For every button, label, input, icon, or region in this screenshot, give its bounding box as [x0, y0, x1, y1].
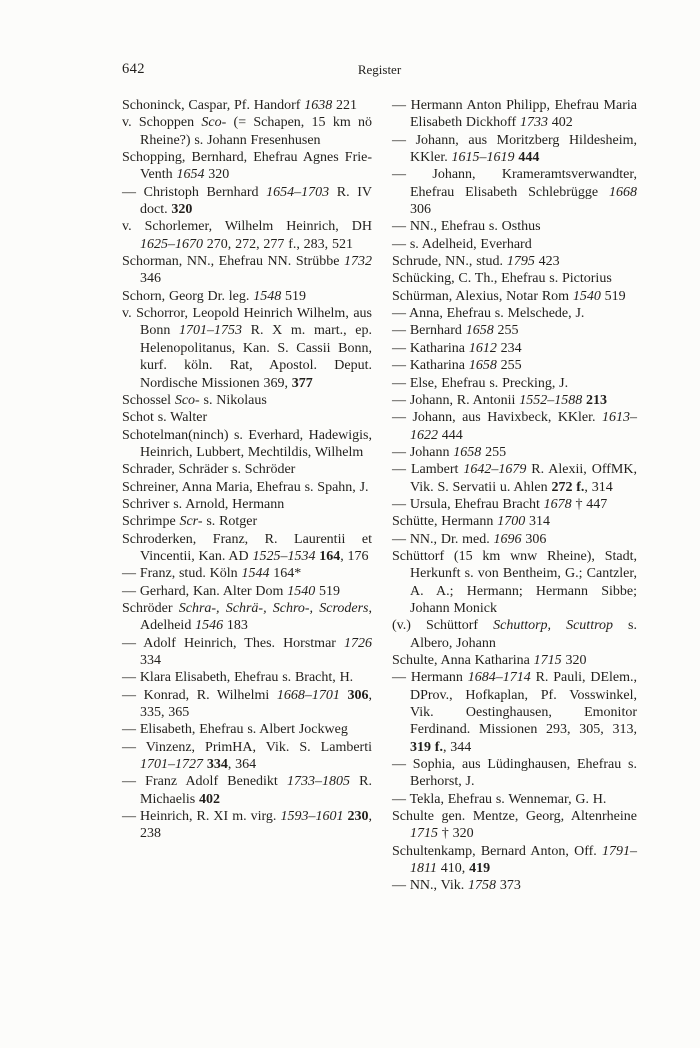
index-entry — [122, 600, 372, 635]
entry-text: s. Rotger — [202, 514, 258, 530]
entry-text: 1654–1703 — [266, 184, 330, 200]
entry-text: v. Schorror, Leopold Heinrich Wilhelm, aus Bonn — [122, 306, 372, 339]
entry-text: 1715 — [533, 653, 562, 668]
index-entry — [122, 392, 372, 409]
entry-text: 255 — [481, 444, 507, 460]
index-entry — [122, 565, 372, 582]
left-column — [122, 97, 372, 895]
index-entry — [122, 496, 372, 513]
index-entry — [392, 877, 637, 894]
index-entry — [122, 218, 372, 253]
entry-text: 1791–1811 — [410, 843, 637, 877]
entry-dash: — — [392, 757, 413, 773]
index-entry — [392, 548, 637, 617]
index-entry — [122, 687, 372, 722]
entry-text: 1642–1679 — [463, 462, 527, 478]
entry-text: Schüttorf (15 km wnw Rheine), Stadt, Herkunft s. von Bentheim, G.; Cantzler, A. A.; Hermann; Hermann Sibbe; Johann Monick — [392, 548, 637, 616]
entry-text: Franz, stud. Köln — [139, 566, 242, 582]
entry-text: 373 — [496, 878, 521, 894]
entry-text: 1733–1805 — [286, 774, 350, 790]
entry-dash: — — [392, 323, 410, 339]
entry-text: s. Nikolaus — [199, 392, 267, 408]
entry-text: 346 — [140, 271, 161, 287]
entry-text: Schopping, Bernhard, Ehefrau Agnes Frie-Venth — [122, 150, 372, 183]
entry-dash: — — [122, 635, 144, 651]
entry-text: Sco- — [174, 392, 200, 408]
entry-text: † 447 — [571, 496, 608, 512]
entry-dash: — — [122, 739, 146, 755]
entry-text: 320 — [561, 653, 587, 668]
entry-text: 377 — [291, 375, 313, 391]
entry-text: Schotelman(ninch) s. Everhard, Hadewigis, Heinrich, Lubbert, Mechtildis, Wilhelm — [122, 427, 372, 460]
entry-text: 230 — [347, 809, 369, 825]
entry-text: 270, 272, 277 f., 283, 521 — [203, 236, 353, 252]
entry-text: 334 — [140, 653, 161, 668]
entry-text: Schröder — [122, 600, 179, 616]
index-entry — [122, 461, 372, 478]
entry-text: 1658 — [468, 358, 497, 374]
entry-text: 1544 — [241, 566, 270, 582]
index-entry — [392, 132, 637, 167]
index-entry — [392, 461, 637, 496]
index-entry — [392, 392, 637, 409]
entry-dash: — — [122, 670, 140, 686]
entry-dash: — — [392, 462, 411, 478]
index-entry — [122, 721, 372, 738]
entry-text: Konrad, R. Wilhelmi — [143, 687, 277, 703]
entry-text: 1625–1670 — [140, 236, 203, 252]
entry-text: 164* — [269, 566, 302, 582]
entry-text: 444 — [438, 427, 463, 443]
index-entry — [392, 531, 637, 548]
entry-text: 1715 — [410, 826, 438, 842]
index-entry — [122, 669, 372, 686]
entry-text: 1758 — [468, 878, 497, 894]
entry-text: NN., Ehefrau s. Osthus — [409, 219, 541, 235]
index-entry — [122, 409, 372, 426]
entry-text: , 364 — [227, 757, 257, 773]
entry-text: (v.) Schüttorf — [392, 618, 494, 634]
entry-dash: — — [392, 340, 410, 356]
index-entry — [392, 444, 637, 461]
index-entry — [392, 652, 637, 669]
entry-dash: — — [392, 132, 416, 148]
entry-text: Ursula, Ehefrau Bracht — [409, 496, 544, 512]
entry-text: † 320 — [438, 826, 474, 842]
page-header — [122, 61, 637, 79]
entry-text: Schorman, NN., Ehefrau NN. Strübbe — [122, 254, 344, 270]
entry-text: Schra-, Schrä-, Schro-, Scroders — [178, 600, 369, 616]
entry-text: , 176 — [340, 548, 369, 564]
index-entry — [122, 305, 372, 392]
index-entry — [392, 409, 637, 444]
entry-text: Hermann Anton Philipp, Ehefrau Maria Elisabeth Dickhoff — [410, 98, 637, 131]
entry-dash: — — [392, 410, 413, 426]
entry-text: 221 — [332, 98, 358, 113]
index-entry — [392, 791, 637, 808]
entry-text: Schulte, Anna Katharina — [392, 653, 534, 668]
index-entry — [392, 496, 637, 513]
entry-text: 1696 — [493, 531, 522, 547]
entry-dash: — — [392, 791, 410, 807]
index-entry — [122, 531, 372, 566]
entry-text: 234 — [496, 340, 522, 356]
entry-text: 444 — [518, 150, 540, 166]
entry-text: Franz Adolf Benedikt — [145, 774, 287, 790]
entry-text: Klara Elisabeth, Ehefrau s. Bracht, H. — [139, 670, 354, 686]
entry-dash: — — [122, 722, 140, 738]
entry-dash: — — [392, 670, 411, 686]
entry-text: 1658 — [453, 444, 482, 460]
index-entry — [392, 305, 637, 322]
entry-dash: — — [392, 358, 410, 374]
entry-text: 1552–1588 — [519, 392, 583, 408]
index-entry — [392, 843, 637, 878]
entry-text: Schrader, Schräder s. Schröder — [122, 462, 296, 478]
entry-dash: — — [122, 566, 140, 582]
entry-text: 1613–1622 — [410, 410, 637, 443]
entry-text: Katharina — [409, 340, 469, 356]
entry-text: R. IV doct. — [140, 184, 372, 218]
index-entry — [122, 253, 372, 288]
entry-text: Bernhard — [409, 323, 466, 339]
index-entry — [122, 583, 372, 600]
entry-dash: — — [392, 375, 410, 391]
entry-text: 1593–1601 — [280, 809, 344, 825]
entry-text: 1525–1534 — [252, 548, 316, 564]
entry-text: 1668 — [609, 184, 637, 200]
entry-dash: — — [392, 444, 410, 460]
entry-text: , 238 — [140, 809, 372, 842]
entry-text: 1733 — [519, 115, 548, 131]
entry-text: 1701–1727 — [140, 757, 203, 773]
entry-text: s. Adelheid, Everhard — [409, 236, 532, 252]
entry-text: 306 — [410, 202, 431, 218]
entry-text: Sco- — [201, 115, 227, 131]
entry-text: Schrude, NN., stud. — [392, 254, 507, 270]
entry-dash: — — [392, 306, 410, 322]
entry-text: Schuttorp, Scuttrop — [493, 618, 614, 634]
entry-text: 1678 — [543, 496, 572, 512]
index-entry — [392, 97, 637, 132]
index-entry — [122, 97, 372, 114]
entry-text: 1540 — [287, 583, 316, 599]
entry-text: , 344 — [442, 739, 472, 755]
entry-text: 306 — [521, 531, 547, 547]
entry-text: R. Michaelis — [140, 774, 372, 807]
entry-text: 1612 — [468, 340, 497, 356]
entry-text: Schossel — [122, 392, 175, 408]
entry-text: Lambert — [410, 462, 464, 478]
index-entry — [122, 635, 372, 670]
entry-dash: — — [122, 184, 144, 200]
entry-dash: — — [392, 219, 410, 235]
entry-text: 1701–1753 — [179, 323, 242, 339]
entry-text: s. Albero, Johann — [410, 618, 638, 651]
entry-text: v. Schoppen — [122, 115, 202, 131]
index-entry — [392, 357, 637, 374]
entry-text: R. X m. mart., ep. Helenopolitanus, Kan. S. Cassii Bonn, kurf. köln. Rat, Apostol. Deput. Nordische Missionen 369, — [140, 323, 372, 391]
entry-text: NN., Vik. — [409, 878, 469, 894]
running-head: Register — [357, 62, 402, 77]
entry-text: 320 — [171, 202, 193, 218]
entry-text: 519 — [281, 288, 307, 304]
entry-text: 213 — [586, 392, 608, 408]
entry-dash: — — [122, 774, 146, 790]
entry-text: Schot s. Walter — [122, 410, 208, 426]
entry-text: v. Schorlemer, Wilhelm Heinrich, DH — [122, 219, 372, 235]
entry-text: Scr- — [179, 514, 203, 530]
entry-text: Schorn, Georg Dr. leg. — [122, 288, 254, 304]
entry-text: 1795 — [506, 254, 535, 270]
entry-text: 164 — [319, 548, 341, 564]
entry-text: 1700 — [497, 514, 526, 530]
entry-dash: — — [392, 236, 410, 252]
entry-text: Tekla, Ehefrau s. Wennemar, G. H. — [409, 791, 607, 807]
entry-text: 1654 — [176, 167, 205, 183]
entry-text: Sophia, aus Lüdinghausen, Ehefrau s. Berhorst, J. — [410, 757, 637, 790]
entry-text: Johann, aus Havixbeck, KKler. — [412, 410, 602, 426]
entry-text: 519 — [600, 288, 626, 304]
entry-dash: — — [392, 878, 410, 894]
index-entry — [122, 149, 372, 184]
entry-text: Elisabeth, Ehefrau s. Albert Jockweg — [139, 722, 348, 738]
entry-text: 320 — [204, 167, 230, 183]
entry-text: Schürman, Alexius, Notar Rom — [392, 288, 573, 304]
index-entry — [392, 375, 637, 392]
entry-text: Schütte, Hermann — [392, 514, 498, 530]
entry-text: Else, Ehefrau s. Precking, J. — [409, 375, 569, 391]
index-entry — [122, 427, 372, 462]
register-columns — [122, 97, 637, 895]
entry-text: 410, — [436, 861, 470, 877]
entry-text: (= Schapen, 15 km nö Rheine?) s. Johann Fresenhusen — [140, 115, 373, 148]
entry-text: 1638 — [304, 98, 333, 113]
index-entry — [392, 669, 637, 756]
entry-text: 1540 — [572, 288, 601, 304]
entry-text: 402 — [199, 791, 221, 807]
entry-text: 519 — [315, 583, 341, 599]
index-entry — [122, 513, 372, 530]
index-entry — [392, 340, 637, 357]
entry-text: Katharina — [409, 358, 469, 374]
index-entry — [122, 288, 372, 305]
entry-text: Anna, Ehefrau s. Melschede, J. — [409, 306, 585, 322]
entry-text: 334 — [206, 757, 228, 773]
entry-text: Christoph Bernhard — [143, 184, 267, 200]
entry-text: Schulte gen. Mentze, Georg, Altenrheine — [392, 809, 637, 825]
index-entry — [392, 253, 637, 270]
index-entry — [392, 513, 637, 530]
entry-dash: — — [392, 496, 410, 512]
entry-text: Vinzenz, PrimHA, Vik. S. Lamberti — [145, 739, 372, 755]
entry-text: 1658 — [465, 323, 494, 339]
entry-text: Johann, aus Moritzberg Hildesheim, KKler. — [410, 132, 637, 166]
entry-text: 1684–1714 — [467, 670, 531, 686]
entry-text: Gerhard, Kan. Alter Dom — [139, 583, 288, 599]
entry-text: 319 f. — [410, 739, 443, 755]
entry-dash: — — [122, 809, 141, 825]
index-entry — [392, 617, 637, 652]
index-entry — [122, 773, 372, 808]
index-entry — [392, 288, 637, 305]
entry-text: 423 — [534, 254, 560, 270]
entry-text: NN., Dr. med. — [409, 531, 494, 547]
entry-text: Schrimpe — [122, 514, 180, 530]
entry-text: 1546 — [195, 618, 224, 634]
entry-text: 255 — [496, 358, 522, 374]
entry-text: Schultenkamp, Bernard Anton, Off. — [392, 843, 602, 859]
index-entry — [122, 114, 372, 149]
index-entry — [392, 218, 637, 235]
entry-text: 1726 — [344, 635, 373, 651]
entry-text: Hermann — [410, 670, 468, 686]
entry-text: 306 — [347, 687, 369, 703]
entry-text: Schücking, C. Th., Ehefrau s. Pictorius — [392, 271, 612, 287]
entry-text: Johann, R. Antonii — [409, 392, 520, 408]
entry-text: 314 — [525, 514, 550, 530]
entry-text: 272 f. — [551, 479, 585, 495]
entry-dash: — — [392, 167, 433, 183]
entry-text: , 335, 365 — [140, 687, 372, 721]
entry-text: 183 — [223, 618, 248, 634]
entry-text: 1668–1701 — [276, 687, 340, 703]
entry-text: Heinrich, R. XI m. virg. — [140, 809, 281, 825]
entry-text: 1548 — [253, 288, 282, 304]
index-entry — [122, 184, 372, 219]
entry-text: 419 — [469, 861, 491, 877]
entry-text: 1732 — [344, 254, 372, 270]
index-entry — [392, 756, 637, 791]
entry-dash: — — [122, 583, 140, 599]
right-column — [392, 97, 637, 895]
index-entry — [392, 270, 637, 287]
entry-text: , 314 — [584, 479, 613, 495]
index-entry — [122, 479, 372, 496]
entry-dash: — — [392, 98, 411, 113]
entry-dash: — — [392, 531, 410, 547]
index-entry — [122, 808, 372, 843]
entry-text: Johann — [409, 444, 454, 460]
index-entry — [392, 322, 637, 339]
index-entry — [392, 236, 637, 253]
index-entry — [392, 808, 637, 843]
entry-text: Johann, Krameramtsverwandter, Ehefrau Elisabeth Schlebrügge — [410, 167, 637, 200]
entry-text: R. Pauli, DElem., DProv., Hofkaplan, Pf. Vosswinkel, Vik. Oestinghausen, Emonitor Ferdinand. Missionen 293, 305, 313, — [410, 670, 637, 738]
entry-text: R. Alexii, OffMK, Vik. S. Servatii u. Ahlen — [410, 462, 637, 495]
entry-text: Schriver s. Arnold, Hermann — [122, 496, 285, 512]
index-entry — [392, 166, 637, 218]
entry-text: 402 — [547, 115, 573, 131]
entry-text: 255 — [493, 323, 519, 339]
entry-text: Adolf Heinrich, Thes. Horstmar — [143, 635, 345, 651]
entry-text: , Adelheid — [140, 600, 373, 634]
entry-dash: — — [122, 687, 144, 703]
entry-text: 1615–1619 — [451, 150, 515, 166]
entry-text: Schoninck, Caspar, Pf. Handorf — [122, 98, 305, 113]
index-entry — [122, 739, 372, 774]
entry-text: Schroderken, Franz, R. Laurentii et Vincentii, Kan. AD — [122, 531, 372, 564]
page-number: 642 — [122, 61, 145, 77]
entry-text: Schreiner, Anna Maria, Ehefrau s. Spahn, J. — [122, 479, 369, 495]
entry-dash: — — [392, 392, 410, 408]
